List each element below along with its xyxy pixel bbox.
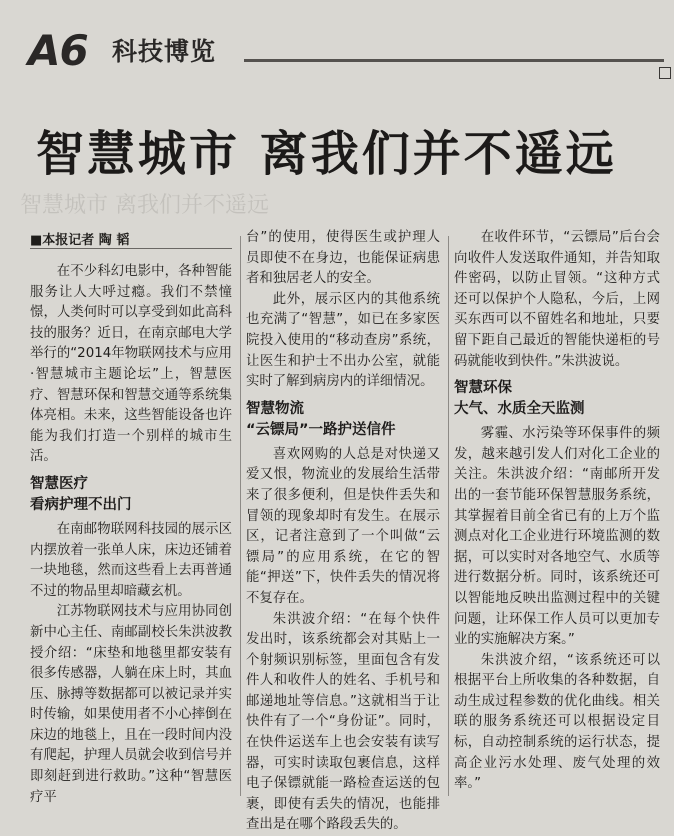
subheading-line: 看病护理不出门 — [30, 495, 232, 516]
byline: ■本报记者 陶 韬 — [30, 229, 129, 248]
subheading-line: 大气、水质全天监测 — [454, 399, 660, 420]
paragraph: 台”的使用，使得医生或护理人员即使不在身边，也能保证病患者和独居老人的安全。 — [246, 228, 440, 290]
subheading — [246, 399, 440, 441]
subheading-line: “云镖局”一路护送信件 — [246, 420, 440, 441]
subheading-line: 智慧环保 — [454, 378, 660, 399]
paragraph: 朱洪波介绍，“该系统还可以根据平台上所收集的各种数据，自动生成过程参数的优化曲线。相关联的服务系统还可以根据设定目标，自动控制系统的运行状态，提高企业污水处理、废气处理的效率。” — [454, 651, 660, 795]
subheading — [30, 474, 232, 516]
column-divider — [448, 236, 449, 796]
paragraph: 江苏物联网技术与应用协同创新中心主任、南邮副校长朱洪波教授介绍：“床垫和地毯里都安装有很多传感器，人躺在床上时，其血压、脉搏等数据都可以被记录并实时传输，如果使用者不小心摔倒在床边的地毯上，且在一段时间内没有爬起，护理人员就会收到信号并即刻赶到进行救助。”这种“智慧医疗平 — [30, 602, 232, 808]
paragraph: 在不少科幻电影中，各种智能服务让人大呼过瘾。我们不禁憧憬，人类何时可以享受到如此高科技的服务？近日，在南京邮电大学举行的“2014年物联网技术与应用·智慧城市主题论坛”上，智慧医疗、智慧环保和智慧交通等系统集体亮相。未来，这些智能设备也许能为我们打造一个别样的城市生活。 — [30, 262, 232, 468]
column-3 — [454, 228, 660, 795]
section-title: 科技博览 — [112, 32, 216, 68]
paragraph: 在南邮物联网科技园的展示区内摆放着一张单人床，床边还铺着一块地毯，然而这些看上去再普通不过的物品里却暗藏玄机。 — [30, 520, 232, 602]
column-2 — [246, 228, 440, 836]
paragraph: 雾霾、水污染等环保事件的频发，越来越引发人们对化工企业的关注。朱洪波介绍：“南邮所开发出的一套节能环保智慧服务系统，其掌握着目前全省已有的上万个监测点对化工企业进行环境监测的数据，可以实时对各地空气、水质等进行数据分析。同时，该系统还可以智能地反映出监测过程中的关键问题，让环保工作人员可以更加专业的实施解决方案。” — [454, 424, 660, 651]
paragraph: 在收件环节，“云镖局”后台会向收件人发送取件通知，并告知取件密码，以防止冒领。“这种方式还可以保护个人隐私，今后，上网买东西可以不留姓名和地址，只要留下距自己最近的智能快递柜的号码就能收到快件。”朱洪波说。 — [454, 228, 660, 372]
subheading-line: 智慧医疗 — [30, 474, 232, 495]
headline: 智慧城市 离我们并不遥远 — [36, 115, 656, 184]
paragraph: 此外，展示区内的其他系统也充满了“智慧”，如已在多家医院投入使用的“移动查房”系统，让医生和护士不出办公室，就能实时了解到病房内的详细情况。 — [246, 290, 440, 393]
paragraph: 喜欢网购的人总是对快递又爱又恨，物流业的发展给生活带来了很多便利，但是快件丢失和冒领的现象却时有发生。在展示区，记者注意到了一个叫做“云镖局”的应用系统，在它的智能“押送”下，快件丢失的情况将不复存在。 — [246, 445, 440, 610]
subheading — [454, 378, 660, 420]
subheading-line: 智慧物流 — [246, 399, 440, 420]
paragraph: 朱洪波介绍：“在每个快件发出时，该系统都会对其贴上一个射频识别标签，里面包含有发件人和收件人的姓名、手机号和邮递地址等信息。”这就相当于让快件有了一个“身份证”。同时，在快件运送车上也会安装有读写器，可实时读取包裹信息，这样电子保镖就能一路检查运送的包裹，即使有丢失的情况，也能排查出是在哪个路段丢失的。 — [246, 610, 440, 836]
column-divider — [240, 236, 241, 796]
byline-rule — [30, 248, 232, 249]
page-number: A6 — [28, 26, 88, 75]
corner-box — [659, 67, 671, 79]
column-1 — [30, 262, 232, 808]
show-through-text: 智慧城市 离我们并不遥远 — [20, 188, 660, 216]
header-rule — [244, 59, 664, 62]
